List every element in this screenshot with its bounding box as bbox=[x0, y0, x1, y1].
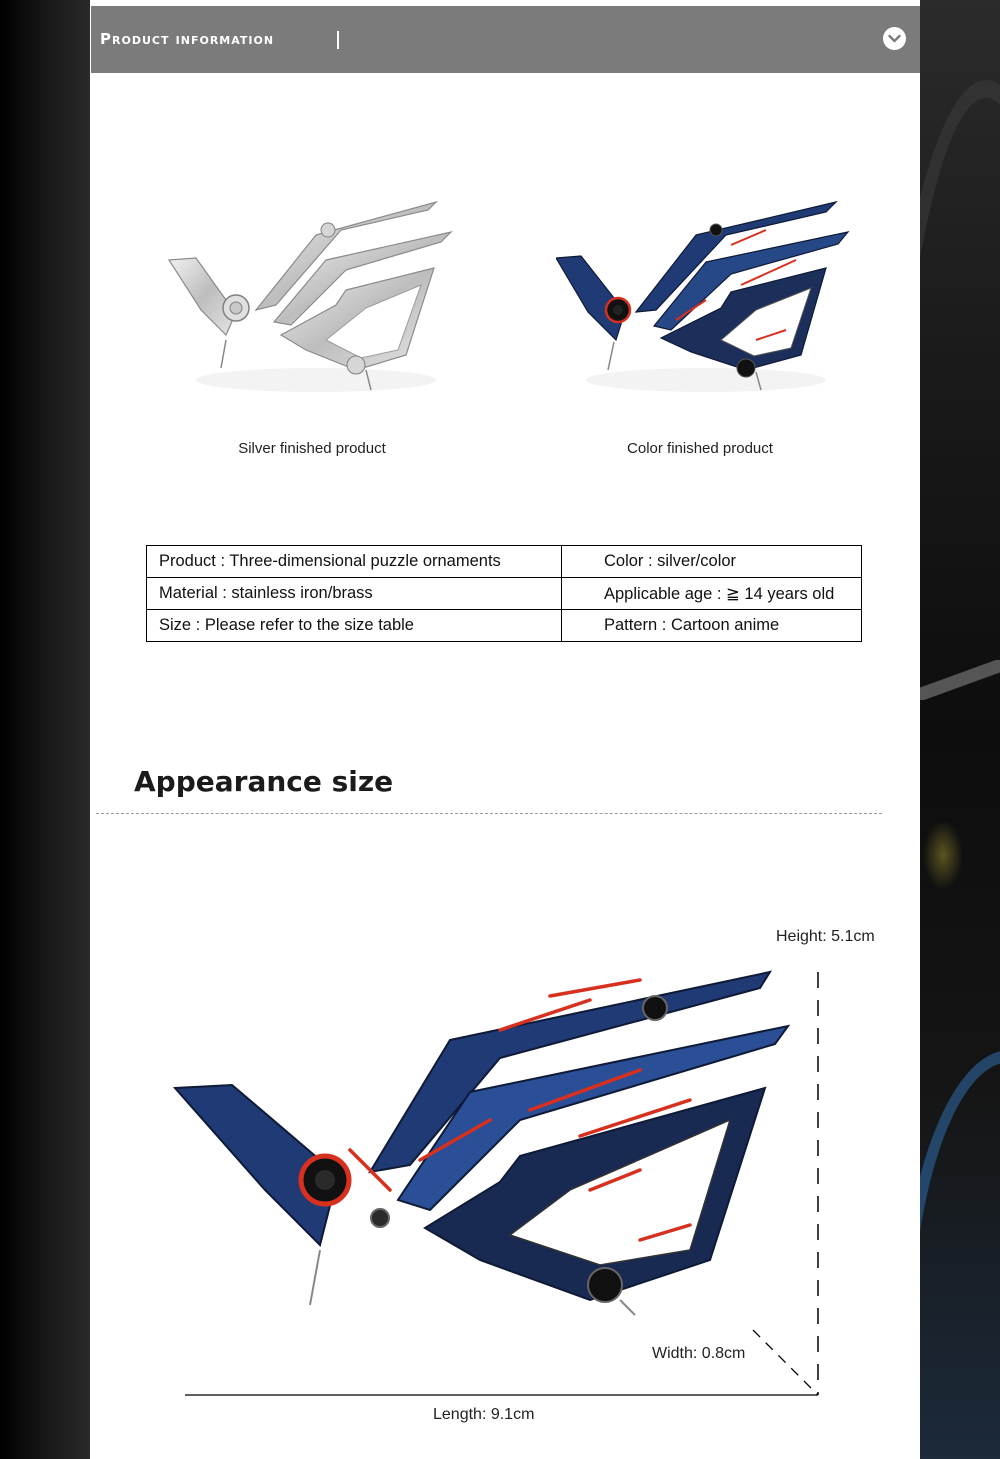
background-glow bbox=[923, 820, 963, 890]
spec-material: Material : stainless iron/brass bbox=[147, 578, 562, 610]
background-right bbox=[918, 0, 1000, 1459]
section-header-title: Product information bbox=[100, 30, 275, 48]
spec-size: Size : Please refer to the size table bbox=[147, 610, 562, 642]
spec-color: Color : silver/color bbox=[562, 546, 862, 578]
table-row bbox=[147, 546, 862, 578]
color-model-image bbox=[556, 190, 856, 405]
silver-product-caption: Silver finished product bbox=[238, 440, 386, 457]
chevron-down-icon[interactable] bbox=[883, 27, 906, 50]
height-label: Height: 5.1cm bbox=[776, 928, 875, 945]
section-divider bbox=[96, 813, 882, 814]
dimension-lines bbox=[90, 940, 920, 1410]
spec-product: Product : Three-dimensional puzzle ornaments bbox=[147, 546, 562, 578]
color-product-caption: Color finished product bbox=[627, 440, 773, 457]
header-divider bbox=[337, 31, 339, 49]
table-row bbox=[147, 578, 862, 610]
spec-age: Applicable age : ≧ 14 years old bbox=[562, 578, 862, 610]
table-row bbox=[147, 610, 862, 642]
appearance-size-title: Appearance size bbox=[134, 765, 394, 798]
spec-table bbox=[146, 545, 862, 642]
background-stripe bbox=[918, 660, 1000, 700]
background-left bbox=[0, 0, 92, 1459]
width-label: Width: 0.8cm bbox=[652, 1345, 746, 1362]
silver-model-image bbox=[166, 190, 456, 405]
spec-pattern: Pattern : Cartoon anime bbox=[562, 610, 862, 642]
length-label: Length: 9.1cm bbox=[433, 1406, 535, 1423]
content-panel bbox=[90, 0, 920, 1459]
section-header bbox=[91, 6, 920, 73]
